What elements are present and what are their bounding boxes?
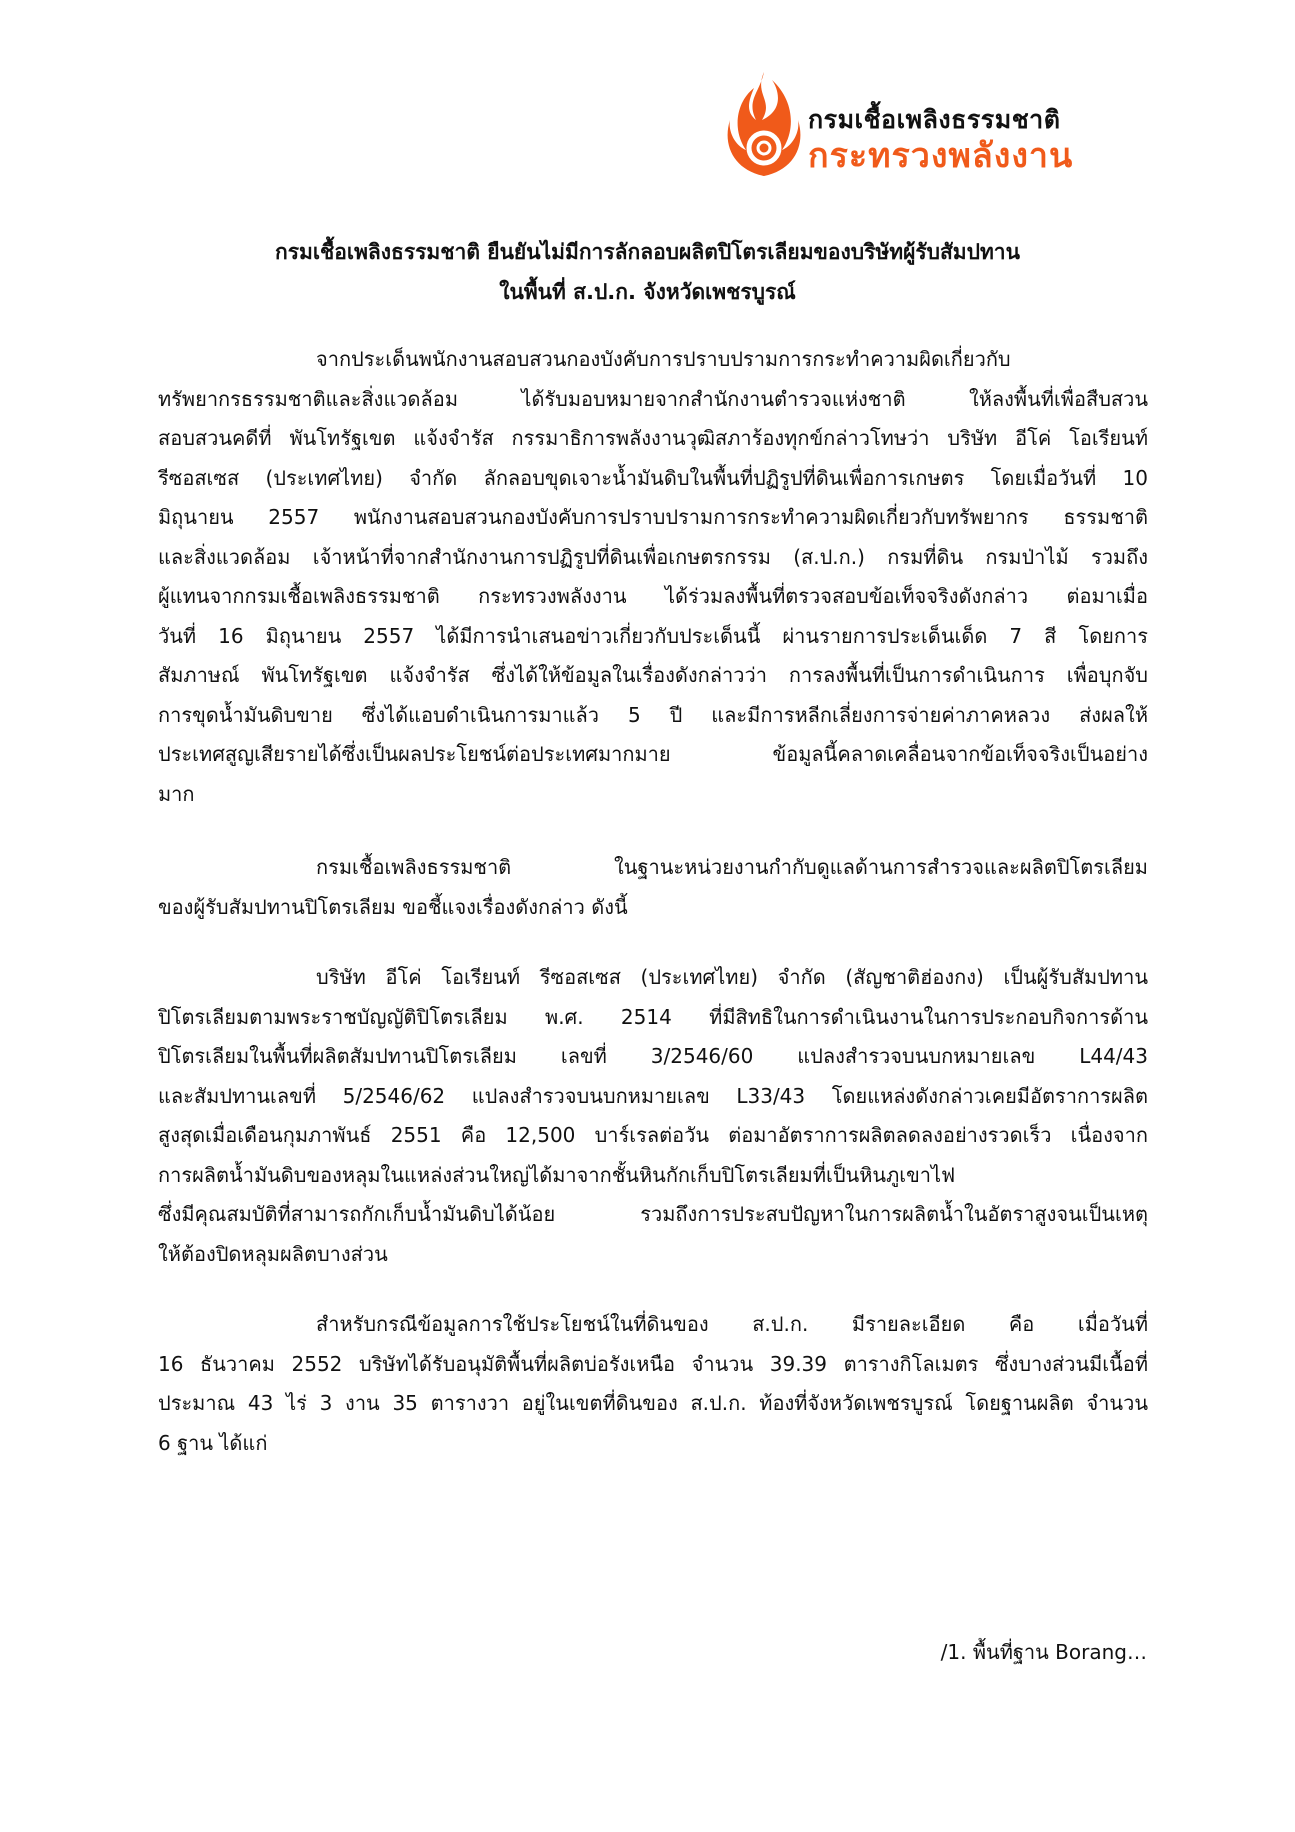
headline-line-2: ในพื้นที่ ส.ป.ก. จังหวัดเพชรบูรณ์ [499,280,796,304]
paragraph-line: 6 ฐาน ได้แก่ [158,1430,268,1455]
paragraph-line: ปิโตรเลียมในพื้นที่ผลิตสัมปทานปิโตรเลียม เลขที่ 3/2546/60 แปลงสำรวจบนบกหมายเลข L44/43 [158,1044,1148,1068]
paragraph-2 [158,848,1148,927]
paragraph-line: ปิโตรเลียมตามพระราชบัญญัติปิโตรเลียม พ.ศ. 2514 ที่มีสิทธิในการดำเนินงานในการประกอบกิจการด้าน [158,1004,1148,1029]
paragraph-line: ประมาณ 43 ไร่ 3 งาน 35 ตารางวา อยู่ในเขตที่ดินของ ส.ป.ก. ท้องที่จังหวัดเพชรบูรณ์ โดยฐานผลิต จำนวน [158,1391,1148,1415]
paragraph-line: สำหรับกรณีข้อมูลการใช้ประโยชน์ในที่ดินของ ส.ป.ก. มีรายละเอียด คือ เมื่อวันที่ [316,1312,1148,1336]
paragraph-line: การผลิตน้ำมันดิบของหลุมในแหล่งส่วนใหญ่ได้มาจากชั้นหินกักเก็บปิโตรเลียมที่เป็นหินภูเขาไฟ [158,1162,956,1187]
ministry-logo [724,70,1154,180]
paragraph-line: มาก [158,781,195,806]
paragraph-line: กรมเชื้อเพลิงธรรมชาติ ในฐานะหน่วยงานกำกับดูแลด้านการสำรวจและผลิตปิโตรเลียม [316,855,1148,879]
page-continuation-note: /1. พื้นที่ฐาน Borang… [940,1640,1147,1664]
paragraph-line: การขุดน้ำมันดิบขาย ซึ่งได้แอบดำเนินการมาแล้ว 5 ปี และมีการหลีกเลี่ยงการจ่ายค่าภาคหลวง ส่งผลให้ [158,702,1148,727]
paragraph-line: และสิ่งแวดล้อม เจ้าหน้าที่จากสำนักงานการปฏิรูปที่ดินเพื่อเกษตรกรรม (ส.ป.ก.) กรมที่ดิน กรมป่าไม้ รวมถึง [158,544,1148,569]
paragraph-1 [158,340,1148,814]
paragraph-line: สูงสุดเมื่อเดือนกุมภาพันธ์ 2551 คือ 12,500 บาร์เรลต่อวัน ต่อมาอัตราการผลิตลดลงอย่างรวดเร็ว เนื่องจาก [158,1123,1148,1147]
paragraph-line: สอบสวนคดีที่ พันโทรัฐเขต แจ้งจำรัส กรรมาธิการพลังงานวุฒิสภาร้องทุกข์กล่าวโทษว่า บริษัท อีโค่ โอเรียนท์ [158,426,1148,450]
paragraph-line: และสัมปทานเลขที่ 5/2546/62 แปลงสำรวจบนบกหมายเลข L33/43 โดยแหล่งดังกล่าวเคยมีอัตราการผลิต [158,1083,1148,1108]
paragraph-line: ผู้แทนจากกรมเชื้อเพลิงธรรมชาติ กระทรวงพลังงาน ได้ร่วมลงพื้นที่ตรวจสอบข้อเท็จจริงดังกล่าว ต่อมาเมื่อ [158,584,1148,608]
paragraph-line: รีซอสเซส (ประเทศไทย) จำกัด ลักลอบขุดเจาะน้ำมันดิบในพื้นที่ปฏิรูปที่ดินเพื่อการเกษตร โดยเมื่อวันที่ 10 [158,465,1148,490]
paragraph-line: 16 ธันวาคม 2552 บริษัทได้รับอนุมัติพื้นที่ผลิตบ่อรังเหนือ จำนวน 39.39 ตารางกิโลเมตร ซึ่งบางส่วนมีเนื้อที่ [158,1351,1148,1376]
paragraph-line: สัมภาษณ์ พันโทรัฐเขต แจ้งจำรัส ซึ่งได้ให้ข้อมูลในเรื่องดังกล่าวว่า การลงพื้นที่เป็นการดำเนินการ เพื่อบุกจับ [158,663,1148,687]
paragraph-line: บริษัท อีโค่ โอเรียนท์ รีซอสเซส (ประเทศไทย) จำกัด (สัญชาติฮ่องกง) เป็นผู้รับสัมปทาน [316,965,1148,989]
flame-emblem-icon [724,70,804,180]
paragraph-4 [158,1305,1148,1463]
paragraph-line: ให้ต้องปิดหลุมผลิตบางส่วน [158,1241,388,1266]
paragraph-line: ทรัพยากรธรรมชาติและสิ่งแวดล้อม ได้รับมอบหมายจากสำนักงานตำรวจแห่งชาติ ให้ลงพื้นที่เพื่อสืบสวน [158,386,1148,411]
paragraph-line: วันที่ 16 มิถุนายน 2557 ได้มีการนำเสนอข่าวเกี่ยวกับประเด็นนี้ ผ่านรายการประเด็นเด็ด 7 สี โดยการ [158,623,1148,648]
paragraph-line: ของผู้รับสัมปทานปิโตรเลียม ขอชี้แจงเรื่องดังกล่าว ดังนี้ [158,894,628,919]
logo-ministry-name: กระทรวงพลังงาน [808,136,1074,176]
paragraph-line: มิถุนายน 2557 พนักงานสอบสวนกองบังคับการปราบปรามการกระทำความผิดเกี่ยวกับทรัพยากร ธรรมชาติ [158,505,1148,529]
paragraph-line: ซึ่งมีคุณสมบัติที่สามารถกักเก็บน้ำมันดิบได้น้อย รวมถึงการประสบปัญหาในการผลิตน้ำในอัตราสูงจนเป็นเหตุ [158,1202,1148,1226]
headline-line-1: กรมเชื้อเพลิงธรรมชาติ ยืนยันไม่มีการลักลอบผลิตปิโตรเลียมของบริษัทผู้รับสัมปทาน [275,240,1020,264]
paragraph-line: ประเทศสูญเสียรายได้ซึ่งเป็นผลประโยชน์ต่อประเทศมากมาย ข้อมูลนี้คลาดเคลื่อนจากข้อเท็จจริงเป็นอย่าง [158,742,1148,766]
logo-department-name: กรมเชื้อเพลิงธรรมชาติ [808,105,1061,134]
paragraph-3 [158,958,1148,1274]
paragraph-line: จากประเด็นพนักงานสอบสวนกองบังคับการปราบปรามการกระทำความผิดเกี่ยวกับ [316,347,1011,371]
